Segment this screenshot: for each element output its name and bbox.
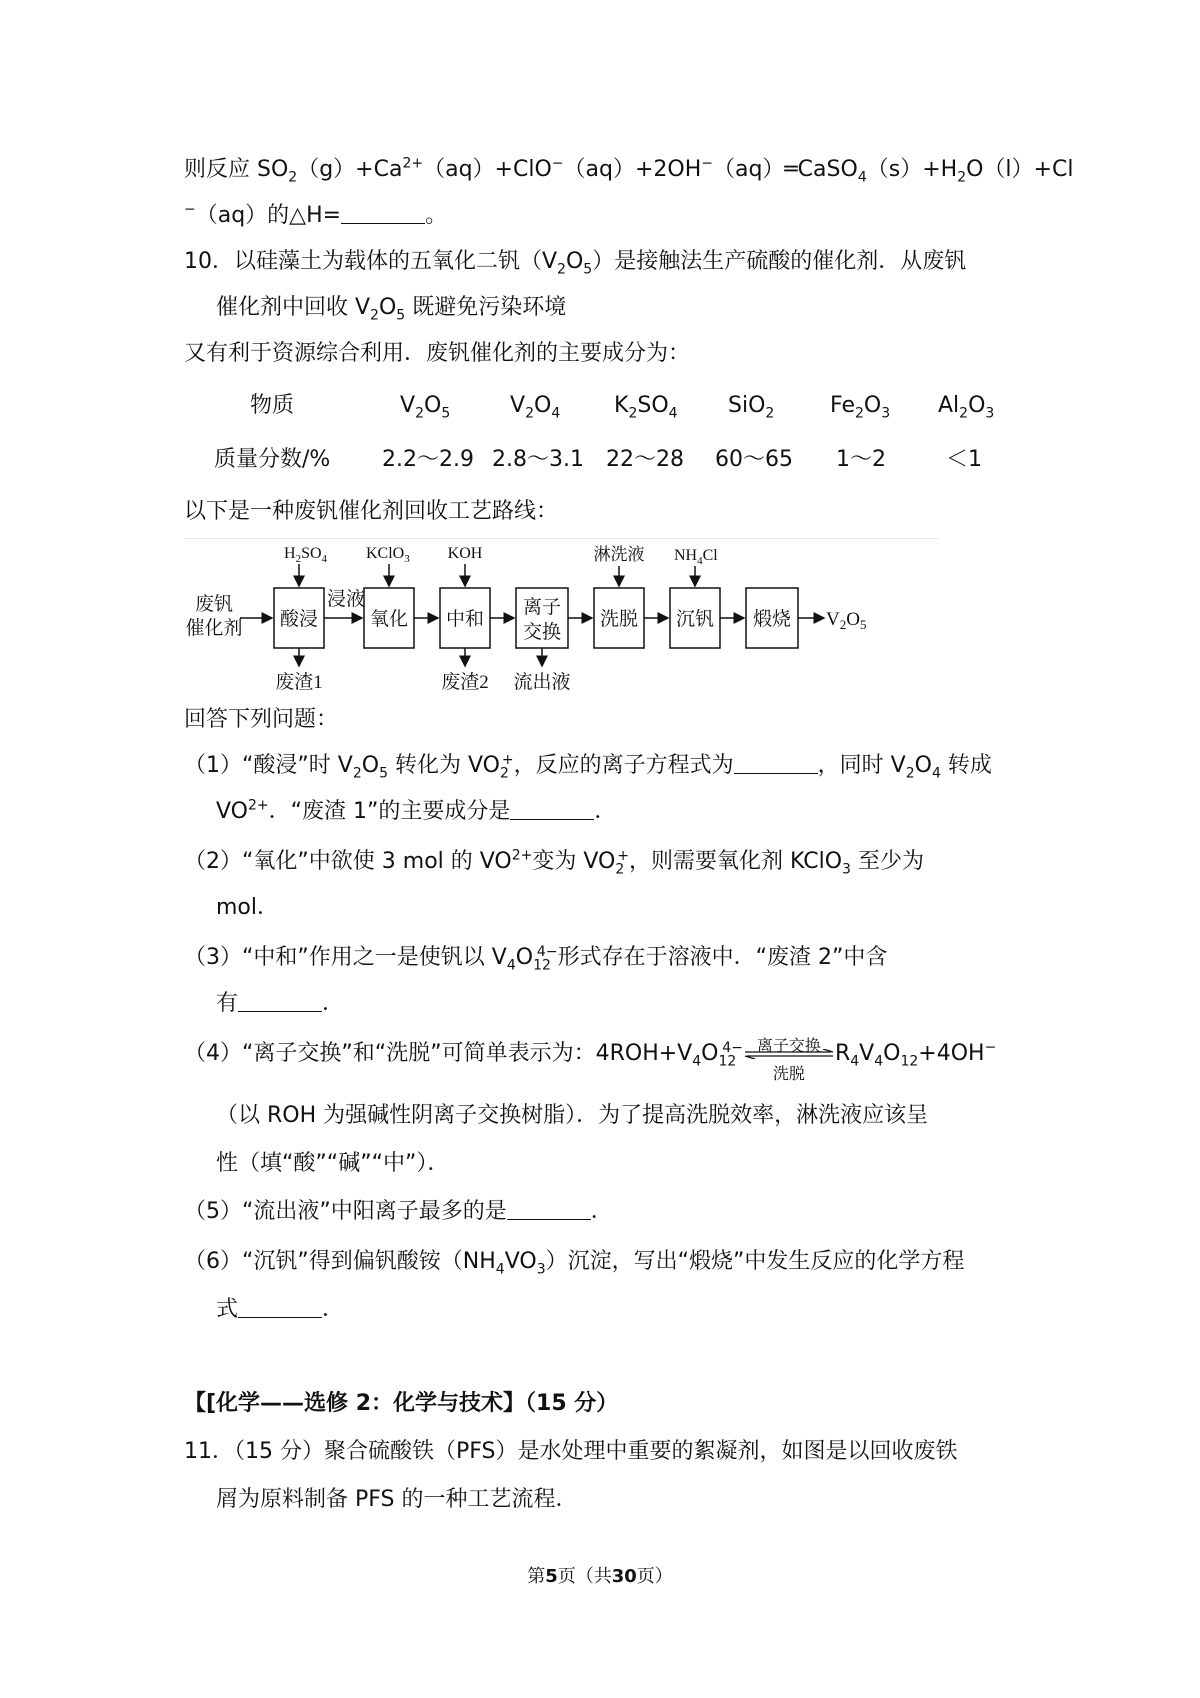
flow-reagent-nh4cl: $NH_4Cl$: [674, 547, 718, 567]
flow-product: $V_2O_5$: [826, 609, 867, 632]
flow-reagent-h2so4: $H_2SO_4$: [284, 545, 328, 565]
answer-blank: [510, 797, 594, 820]
table-value: 1～2: [836, 447, 886, 472]
table-value: 2.8～3.1: [492, 447, 584, 472]
q11-line-1: 11．（15 分）聚合硫酸铁（PFS）是水处理中重要的絮凝剂，如图是以回收废铁: [184, 1439, 958, 1464]
table-value: 60～65: [715, 447, 793, 472]
table-value: 22～28: [606, 447, 684, 472]
q10-part3-line2: 有 ．: [216, 991, 345, 1016]
q10-part4-line2: （以 ROH 为强碱性阴离子交换树脂）．为了提高洗脱效率，淋洗液应该呈: [216, 1103, 929, 1128]
flow-output-effluent: 流出液: [513, 672, 571, 693]
table-header-row: [0, 391, 1200, 421]
table-substance: SiO$_2$: [728, 393, 775, 422]
table-substance: $V_2O_5$: [400, 393, 451, 422]
flow-step-label: 氧化: [369, 609, 409, 630]
table-value: 2.2～2.9: [382, 447, 474, 472]
table-header-label: 物质: [250, 393, 295, 418]
reversible-arrow: 离子交换 洗脱: [743, 1039, 835, 1069]
table-substance: $Fe_2O_3$: [830, 393, 891, 422]
answer-blank: [507, 1197, 591, 1220]
flow-mid-label: 浸液: [326, 589, 366, 610]
flow-reagent-koh: KOH: [447, 545, 483, 562]
q10-line-1: 10．以硅藻土为载体的五氧化二钒$(V_2O_5)$是接触法生产硫酸的催化剂．从废钒: [184, 249, 967, 278]
intro-line-1: 则反应 $SO_2(g)+Ca^{2+}(aq)+ClO^-(aq)+2OH^-(aq)═CaSO_4(s)+H_2O(l)+Cl$: [184, 155, 1074, 186]
q10-part4-line1: （4）“离子交换”和“洗脱”可简单表示为：$4ROH+V_4O_{12}^{4-}$ 离子交换 洗脱 $R_4V_4O_{12}+4OH^-$: [184, 1036, 997, 1083]
q10-part2-line1: （2）“氧化”中欲使 3 mol 的 $VO^{2+}$变为 $VO_2^+$，则需要氧化剂 KClO$_3$ 至少为: [184, 847, 924, 878]
table-substance: $V_2O_4$: [510, 393, 561, 422]
q10-part2-line2: mol．: [216, 895, 280, 920]
answer-blank: [238, 1295, 322, 1318]
q10-part3-line1: （3）“中和”作用之一是使钒以 $V_4O_{12}^{4-}$形式存在于溶液中．“废渣 2”中含: [184, 943, 888, 974]
flow-reagent-eluent: 淋洗液: [593, 545, 645, 564]
q10-line-3: 又有利于资源综合利用．废钒催化剂的主要成分为：: [184, 341, 691, 366]
process-flow-diagram: [184, 538, 944, 698]
flow-input-line1: 废钒: [194, 594, 234, 615]
flow-step-label: 中和: [445, 609, 485, 630]
flow-step-label: 沉钒: [675, 609, 715, 630]
answer-blank: [734, 751, 818, 774]
flow-reagent-kclo3: KClO$_3$: [366, 545, 410, 565]
route-intro: 以下是一种废钒催化剂回收工艺路线：: [184, 499, 559, 524]
q10-part1-line1: （1）“酸浸”时 $V_2O_5$ 转化为 $VO_2^+$，反应的离子方程式为 ，同时 $V_2O_4$ 转成: [184, 751, 992, 782]
section-heading: 【[化学——选修 2：化学与技术】（15 分）: [184, 1391, 619, 1416]
flow-step-label: 煅烧: [752, 609, 792, 630]
answer-prompt: 回答下列问题：: [184, 707, 339, 732]
q10-part5: （5）“流出液”中阳离子最多的是 ．: [184, 1199, 613, 1224]
flow-output-residue2: 废渣2: [441, 672, 489, 693]
flow-step-label: 离子: [522, 597, 562, 618]
table-row-label: 质量分数/%: [214, 447, 331, 472]
intro-line-2: −（aq）的△H= 。: [184, 201, 448, 228]
answer-blank: [341, 201, 425, 224]
table-value: ＜1: [946, 447, 982, 472]
flow-step-label: 交换: [522, 622, 562, 643]
flow-step-label: 酸浸: [279, 609, 319, 630]
flow-input-line2: 催化剂: [185, 618, 243, 639]
q10-part6-line1: （6）“沉钒”得到偏钒酸铵$(NH_4VO_3)$沉淀，写出“煅烧”中发生反应的化学方程: [184, 1249, 965, 1278]
answer-blank: [238, 989, 322, 1012]
q10-part6-line2: 式 ．: [216, 1297, 345, 1322]
table-value-row: [0, 445, 1200, 475]
q11-line-2: 屑为原料制备 PFS 的一种工艺流程．: [216, 1487, 578, 1512]
q10-part1-line2: $VO^{2+}$．“废渣 1”的主要成分是 ．: [216, 797, 617, 824]
q10-part4-line3: 性（填“酸”“碱”“中”）．: [216, 1151, 450, 1176]
flow-output-residue1: 废渣1: [275, 672, 323, 693]
table-substance: $K_2SO_4$: [614, 393, 678, 422]
table-substance: $Al_2O_3$: [938, 393, 995, 422]
page-footer: 第5页（共30页）: [527, 1566, 673, 1587]
q10-line-2: 催化剂中回收 $V_2O_5$ 既避免污染环境: [216, 295, 567, 324]
flow-step-label: 洗脱: [599, 609, 639, 630]
